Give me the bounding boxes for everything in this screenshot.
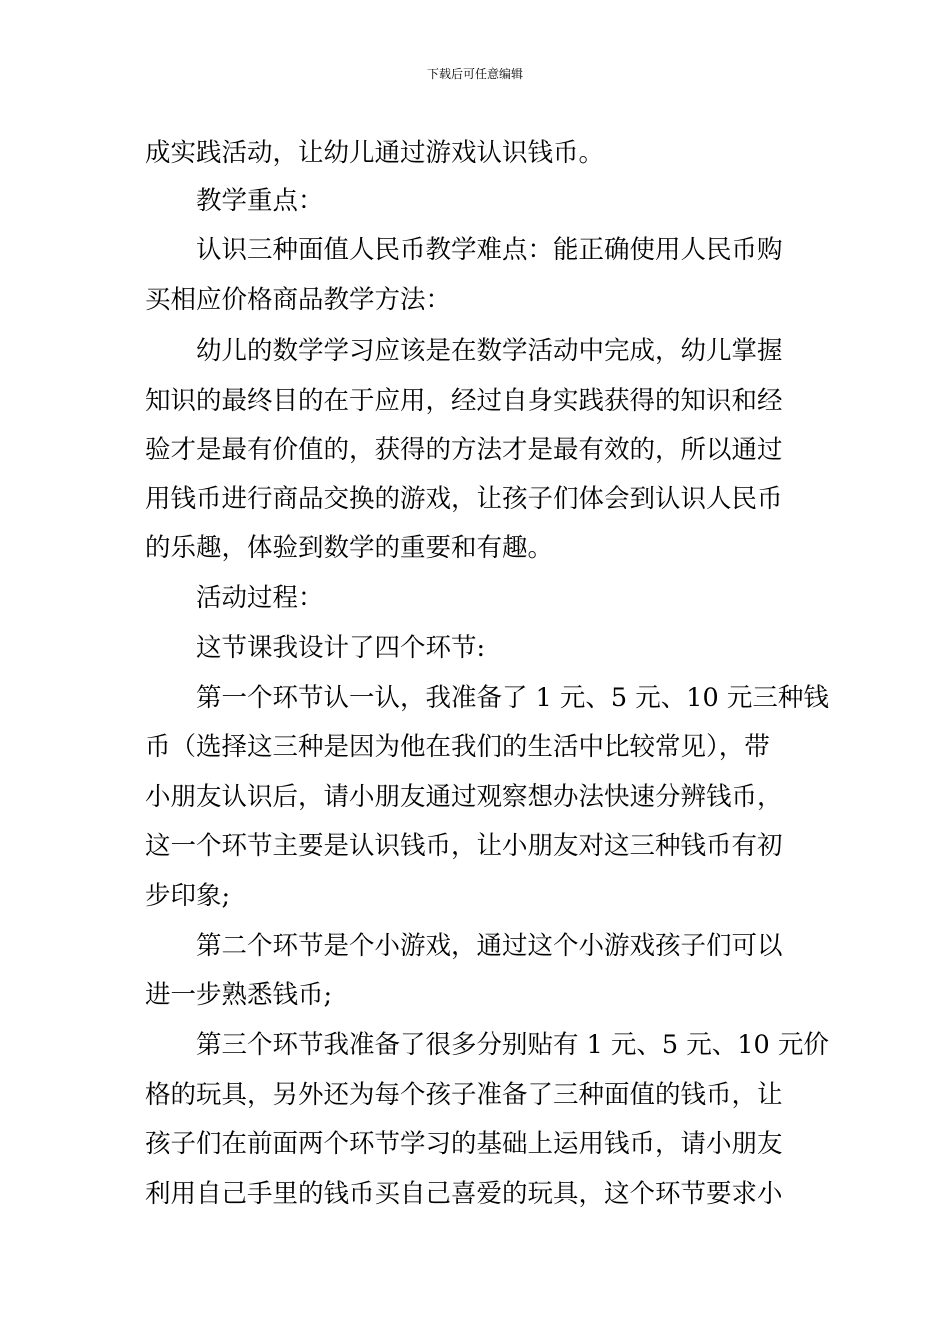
section-heading: 教学重点： <box>196 186 324 216</box>
text-line: 第一个环节认一认，我准备了 1 元、5 元、10 元三种钱 <box>196 683 829 713</box>
text-line: 孩子们在前面两个环节学习的基础上运用钱币，请小朋友 <box>145 1129 783 1159</box>
text-line: 知识的最终目的在于应用，经过自身实践获得的知识和经 <box>145 386 783 416</box>
text-line: 小朋友认识后，请小朋友通过观察想办法快速分辨钱币， <box>145 782 783 812</box>
text-line: 利用自己手里的钱币买自己喜爱的玩具，这个环节要求小 <box>145 1179 783 1209</box>
page-header: 下载后可任意编辑 <box>426 67 523 81</box>
text-line: 认识三种面值人民币教学难点：能正确使用人民币购 <box>196 235 783 265</box>
text-line: 这节课我设计了四个环节: <box>196 633 486 663</box>
text-line: 步印象; <box>145 881 231 911</box>
text-line: 币（选择这三种是因为他在我们的生活中比较常见），带 <box>145 732 770 762</box>
text-line: 用钱币进行商品交换的游戏，让孩子们体会到认识人民币 <box>145 484 783 514</box>
section-heading: 活动过程： <box>196 583 324 613</box>
text-line: 幼儿的数学学习应该是在数学活动中完成，幼儿掌握 <box>196 336 783 366</box>
text-line: 买相应价格商品教学方法： <box>145 285 452 315</box>
text-line: 这一个环节主要是认识钱币，让小朋友对这三种钱币有初 <box>145 831 783 861</box>
text-line: 进一步熟悉钱币; <box>145 980 333 1010</box>
text-line: 第二个环节是个小游戏，通过这个小游戏孩子们可以 <box>196 931 783 961</box>
text-line: 成实践活动，让幼儿通过游戏认识钱币。 <box>145 138 605 168</box>
text-line: 格的玩具，另外还为每个孩子准备了三种面值的钱币，让 <box>145 1080 783 1110</box>
text-line: 第三个环节我准备了很多分别贴有 1 元、5 元、10 元价 <box>196 1030 829 1060</box>
text-line: 验才是最有价值的，获得的方法才是最有效的，所以通过 <box>145 435 783 465</box>
text-line: 的乐趣，体验到数学的重要和有趣。 <box>145 533 554 563</box>
